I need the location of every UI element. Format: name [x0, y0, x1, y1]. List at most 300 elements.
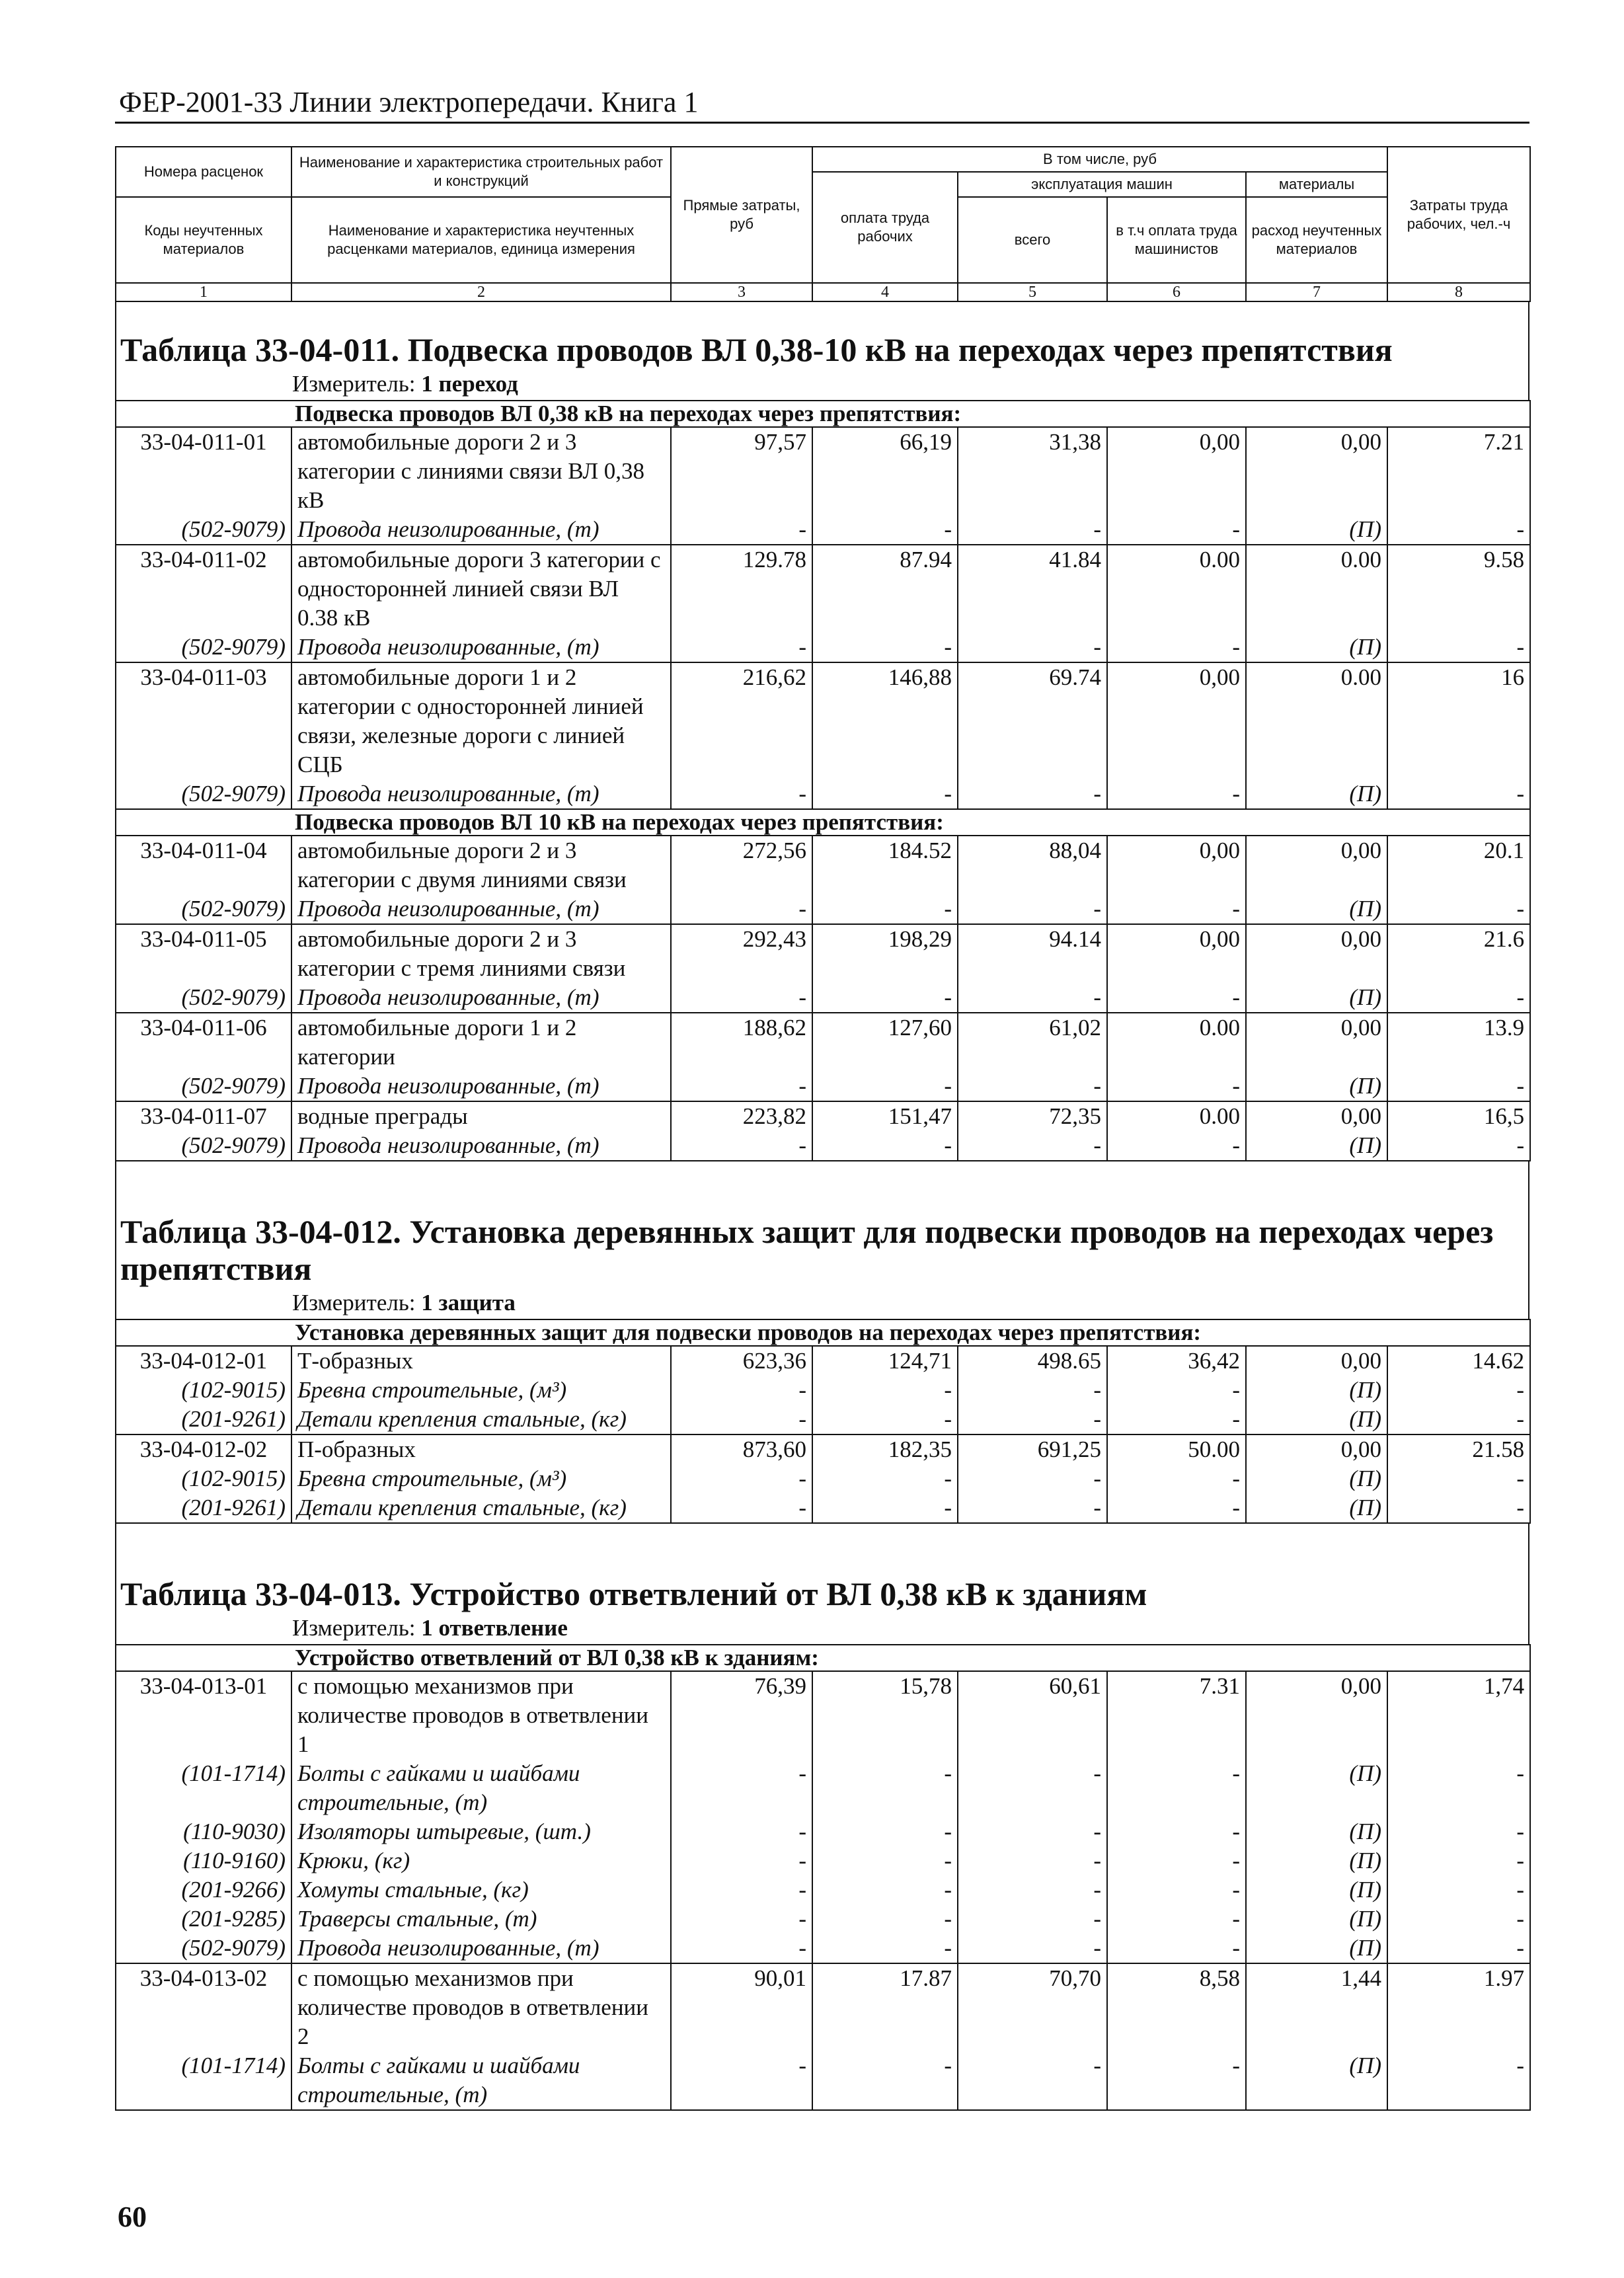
rate-row — [116, 545, 1530, 633]
rate-name: П-образных — [291, 1434, 671, 1464]
material-value-c4: - — [812, 1934, 958, 1963]
material-value-c4: - — [812, 1405, 958, 1434]
material-value-c4: - — [812, 983, 958, 1013]
material-consumption: (П) — [1246, 1905, 1387, 1934]
material-value-c6: - — [1107, 1846, 1246, 1875]
material-consumption: (П) — [1246, 1405, 1387, 1434]
material-row — [116, 515, 1530, 545]
material-code: (502-9079) — [116, 633, 291, 662]
material-value-c5: - — [958, 633, 1107, 662]
material-consumption: (П) — [1246, 894, 1387, 924]
material-consumption: (П) — [1246, 779, 1387, 809]
rate-table — [115, 1644, 1531, 2111]
material-row — [116, 1464, 1530, 1493]
rate-value-c8: 20.1 — [1387, 836, 1530, 894]
material-value-c5: - — [958, 1131, 1107, 1161]
rate-value-c4: 146,88 — [812, 662, 958, 779]
rate-code: 33-04-011-02 — [116, 545, 291, 633]
rate-value-c6: 0.00 — [1107, 1013, 1246, 1072]
material-value-c6: - — [1107, 515, 1246, 545]
header-materials: материалы — [1246, 172, 1387, 197]
rate-value-c6: 8,58 — [1107, 1963, 1246, 2051]
rate-value-c5: 41.84 — [958, 545, 1107, 633]
table-gap — [115, 1161, 1529, 1184]
material-code: (502-9079) — [116, 1072, 291, 1101]
rate-value-c6: 0,00 — [1107, 924, 1246, 983]
material-value-c4: - — [812, 894, 958, 924]
rate-name: водные преграды — [291, 1101, 671, 1131]
column-number: 2 — [291, 283, 671, 301]
material-labour: - — [1387, 894, 1530, 924]
material-value-c6: - — [1107, 779, 1246, 809]
column-number: 7 — [1246, 283, 1387, 301]
material-value-c5: - — [958, 1493, 1107, 1523]
material-code: (201-9261) — [116, 1493, 291, 1523]
rate-value-c4: 182,35 — [812, 1434, 958, 1464]
material-value-c6: - — [1107, 1934, 1246, 1963]
material-row — [116, 1759, 1530, 1817]
material-labour: - — [1387, 983, 1530, 1013]
material-row — [116, 1817, 1530, 1846]
material-value-c6: - — [1107, 1131, 1246, 1161]
material-value-c3: - — [671, 1072, 812, 1101]
section-title: Установка деревянных защит для подвески проводов на переходах через препятствия: — [116, 1319, 1530, 1346]
rate-value-c4: 198,29 — [812, 924, 958, 983]
material-value-c4: - — [812, 1905, 958, 1934]
rate-name: с помощью механизмов при количестве проводов в ответвлении 2 — [291, 1963, 671, 2051]
section-title: Подвеска проводов ВЛ 10 кВ на переходах через препятствия: — [116, 809, 1530, 836]
material-value-c3: - — [671, 633, 812, 662]
material-code: (502-9079) — [116, 983, 291, 1013]
material-labour: - — [1387, 1493, 1530, 1523]
table-gap — [115, 1524, 1529, 1546]
rate-value-c6: 0,00 — [1107, 427, 1246, 515]
material-value-c3: - — [671, 1759, 812, 1817]
material-labour: - — [1387, 1072, 1530, 1101]
column-number: 3 — [671, 283, 812, 301]
rate-value-c8: 16,5 — [1387, 1101, 1530, 1131]
material-consumption: (П) — [1246, 1131, 1387, 1161]
material-value-c6: - — [1107, 1376, 1246, 1405]
rate-value-c6: 0,00 — [1107, 662, 1246, 779]
rate-value-c4: 124,71 — [812, 1346, 958, 1376]
material-value-c4: - — [812, 1817, 958, 1846]
rate-value-c3: 292,43 — [671, 924, 812, 983]
rate-row — [116, 924, 1530, 983]
material-value-c5: - — [958, 894, 1107, 924]
material-labour: - — [1387, 1131, 1530, 1161]
material-value-c6: - — [1107, 894, 1246, 924]
material-value-c3: - — [671, 2051, 812, 2110]
column-number: 5 — [958, 283, 1107, 301]
rate-name: Т-образных — [291, 1346, 671, 1376]
measure-label: Измеритель: — [292, 1290, 416, 1316]
material-consumption: (П) — [1246, 1846, 1387, 1875]
rate-value-c8: 21.6 — [1387, 924, 1530, 983]
rate-value-c3: 873,60 — [671, 1434, 812, 1464]
material-name: Провода неизолированные, (т) — [291, 779, 671, 809]
material-consumption: (П) — [1246, 983, 1387, 1013]
material-name: Болты с гайками и шайбами строительные, (т) — [291, 2051, 671, 2110]
rate-value-c5: 69.74 — [958, 662, 1107, 779]
material-labour: - — [1387, 515, 1530, 545]
material-value-c4: - — [812, 2051, 958, 2110]
rate-table — [115, 1319, 1531, 1524]
material-value-c4: - — [812, 515, 958, 545]
material-value-c5: - — [958, 1846, 1107, 1875]
rate-value-c7: 0.00 — [1246, 545, 1387, 633]
material-row — [116, 1376, 1530, 1405]
rate-code: 33-04-013-02 — [116, 1963, 291, 2051]
rate-row — [116, 836, 1530, 894]
rate-code: 33-04-012-01 — [116, 1346, 291, 1376]
material-name: Хомуты стальные, (кг) — [291, 1875, 671, 1905]
header-labour-costs: Затраты труда рабочих, чел.-ч — [1387, 147, 1530, 283]
material-row — [116, 983, 1530, 1013]
material-value-c3: - — [671, 1875, 812, 1905]
material-row — [116, 1875, 1530, 1905]
measure-value: 1 ответвление — [421, 1615, 568, 1641]
material-consumption: (П) — [1246, 515, 1387, 545]
material-code: (502-9079) — [116, 779, 291, 809]
material-consumption: (П) — [1246, 633, 1387, 662]
column-header-table — [115, 146, 1531, 302]
material-value-c4: - — [812, 1072, 958, 1101]
column-number: 6 — [1107, 283, 1246, 301]
section-row — [116, 1645, 1530, 1671]
material-labour: - — [1387, 1905, 1530, 1934]
table-title-block — [115, 1184, 1529, 1287]
material-value-c3: - — [671, 1905, 812, 1934]
rate-code: 33-04-011-06 — [116, 1013, 291, 1072]
material-value-c3: - — [671, 1846, 812, 1875]
header-rate-numbers: Номера расценок — [116, 147, 291, 197]
material-value-c3: - — [671, 983, 812, 1013]
section-row — [116, 809, 1530, 836]
material-code: (502-9079) — [116, 894, 291, 924]
material-code: (110-9030) — [116, 1817, 291, 1846]
material-name: Провода неизолированные, (т) — [291, 515, 671, 545]
material-code: (102-9015) — [116, 1464, 291, 1493]
rate-value-c6: 0.00 — [1107, 545, 1246, 633]
material-value-c6: - — [1107, 983, 1246, 1013]
material-value-c5: - — [958, 1405, 1107, 1434]
rate-code: 33-04-011-05 — [116, 924, 291, 983]
section-title: Устройство ответвлений от ВЛ 0,38 кВ к зданиям: — [116, 1645, 1530, 1671]
material-value-c6: - — [1107, 633, 1246, 662]
material-value-c5: - — [958, 1464, 1107, 1493]
section-row — [116, 401, 1530, 427]
material-value-c6: - — [1107, 1072, 1246, 1101]
material-value-c3: - — [671, 1131, 812, 1161]
material-row — [116, 1405, 1530, 1434]
header-including: В том числе, руб — [812, 147, 1387, 172]
rate-value-c5: 88,04 — [958, 836, 1107, 894]
rate-value-c4: 184.52 — [812, 836, 958, 894]
rate-row — [116, 1013, 1530, 1072]
header-direct-costs: Прямые затраты, руб — [671, 147, 812, 283]
measure-value: 1 защита — [421, 1290, 516, 1316]
rate-value-c7: 0.00 — [1246, 662, 1387, 779]
rate-code: 33-04-012-02 — [116, 1434, 291, 1464]
rate-code: 33-04-013-01 — [116, 1671, 291, 1759]
table-title: Таблица 33-04-013. Устройство ответвлений от ВЛ 0,38 кВ к зданиям — [120, 1575, 1147, 1612]
material-row — [116, 1934, 1530, 1963]
material-name: Бревна строительные, (м³) — [291, 1376, 671, 1405]
material-row — [116, 1846, 1530, 1875]
rate-value-c4: 151,47 — [812, 1101, 958, 1131]
material-value-c5: - — [958, 1759, 1107, 1817]
material-labour: - — [1387, 1405, 1530, 1434]
rate-value-c7: 0,00 — [1246, 1013, 1387, 1072]
material-consumption: (П) — [1246, 1875, 1387, 1905]
rate-tables — [115, 302, 1529, 2111]
table-title: Таблица 33-04-012. Установка деревянных защит для подвески проводов на переходах через препятствия — [120, 1213, 1494, 1287]
material-name: Провода неизолированные, (т) — [291, 983, 671, 1013]
material-value-c6: - — [1107, 1905, 1246, 1934]
material-value-c4: - — [812, 1846, 958, 1875]
material-code: (110-9160) — [116, 1846, 291, 1875]
material-value-c6: - — [1107, 1875, 1246, 1905]
material-value-c5: - — [958, 1875, 1107, 1905]
rate-value-c6: 0.00 — [1107, 1101, 1246, 1131]
material-name: Болты с гайками и шайбами строительные, (т) — [291, 1759, 671, 1817]
rate-value-c8: 1,74 — [1387, 1671, 1530, 1759]
rate-value-c7: 0,00 — [1246, 1434, 1387, 1464]
rate-name: автомобильные дороги 1 и 2 категории — [291, 1013, 671, 1072]
header-work-name: Наименование и характеристика строительных работ и конструкций — [291, 147, 671, 197]
rate-name: автомобильные дороги 1 и 2 категории с односторонней линией связи, железные дороги с линией СЦБ — [291, 662, 671, 779]
material-value-c5: - — [958, 983, 1107, 1013]
material-code: (201-9261) — [116, 1405, 291, 1434]
rate-value-c4: 66,19 — [812, 427, 958, 515]
material-code: (502-9079) — [116, 1131, 291, 1161]
header-machine-total: всего — [958, 197, 1107, 283]
material-value-c5: - — [958, 2051, 1107, 2110]
material-value-c4: - — [812, 633, 958, 662]
measure-label: Измеритель: — [292, 1615, 416, 1641]
material-name: Провода неизолированные, (т) — [291, 1072, 671, 1101]
rate-value-c7: 1,44 — [1246, 1963, 1387, 2051]
material-value-c3: - — [671, 1405, 812, 1434]
rate-value-c3: 97,57 — [671, 427, 812, 515]
rate-code: 33-04-011-03 — [116, 662, 291, 779]
header-unaccounted-codes: Коды неучтенных материалов — [116, 197, 291, 283]
material-value-c3: - — [671, 779, 812, 809]
material-value-c6: - — [1107, 1493, 1246, 1523]
material-row — [116, 1493, 1530, 1523]
document-page — [115, 85, 1529, 2111]
measure-unit — [115, 1612, 1529, 1644]
material-labour: - — [1387, 779, 1530, 809]
material-code: (502-9079) — [116, 515, 291, 545]
material-row — [116, 633, 1530, 662]
material-value-c3: - — [671, 1376, 812, 1405]
rate-value-c3: 90,01 — [671, 1963, 812, 2051]
rate-value-c8: 1.97 — [1387, 1963, 1530, 2051]
rate-value-c6: 0,00 — [1107, 836, 1246, 894]
rate-value-c7: 0,00 — [1246, 1101, 1387, 1131]
material-value-c4: - — [812, 1759, 958, 1817]
material-name: Провода неизолированные, (т) — [291, 894, 671, 924]
material-labour: - — [1387, 1376, 1530, 1405]
material-value-c5: - — [958, 779, 1107, 809]
rate-value-c5: 70,70 — [958, 1963, 1107, 2051]
material-code: (102-9015) — [116, 1376, 291, 1405]
rate-name: с помощью механизмов при количестве проводов в ответвлении 1 — [291, 1671, 671, 1759]
material-value-c3: - — [671, 515, 812, 545]
rate-value-c7: 0,00 — [1246, 1346, 1387, 1376]
rate-value-c4: 17.87 — [812, 1963, 958, 2051]
material-row — [116, 1131, 1530, 1161]
rate-value-c5: 61,02 — [958, 1013, 1107, 1072]
rate-value-c8: 7.21 — [1387, 427, 1530, 515]
material-value-c6: - — [1107, 1405, 1246, 1434]
rate-value-c3: 623,36 — [671, 1346, 812, 1376]
material-code: (502-9079) — [116, 1934, 291, 1963]
rate-row — [116, 1434, 1530, 1464]
material-value-c5: - — [958, 515, 1107, 545]
table-title-block — [115, 1546, 1529, 1612]
material-value-c5: - — [958, 1934, 1107, 1963]
material-value-c5: - — [958, 1817, 1107, 1846]
table-title-block — [115, 302, 1529, 368]
material-code: (101-1714) — [116, 1759, 291, 1817]
material-labour: - — [1387, 633, 1530, 662]
rate-value-c8: 21.58 — [1387, 1434, 1530, 1464]
rate-value-c4: 15,78 — [812, 1671, 958, 1759]
rate-value-c6: 7.31 — [1107, 1671, 1246, 1759]
material-consumption: (П) — [1246, 1464, 1387, 1493]
material-row — [116, 2051, 1530, 2110]
rate-value-c8: 14.62 — [1387, 1346, 1530, 1376]
rate-value-c4: 127,60 — [812, 1013, 958, 1072]
material-value-c6: - — [1107, 1759, 1246, 1817]
material-value-c4: - — [812, 1464, 958, 1493]
material-consumption: (П) — [1246, 1934, 1387, 1963]
material-value-c3: - — [671, 1464, 812, 1493]
rate-name: автомобильные дороги 2 и 3 категории с линиями связи ВЛ 0,38 кВ — [291, 427, 671, 515]
rate-code: 33-04-011-04 — [116, 836, 291, 894]
material-value-c5: - — [958, 1072, 1107, 1101]
material-value-c4: - — [812, 1131, 958, 1161]
material-value-c4: - — [812, 1493, 958, 1523]
column-number: 8 — [1387, 283, 1530, 301]
rate-value-c5: 72,35 — [958, 1101, 1107, 1131]
material-value-c5: - — [958, 1376, 1107, 1405]
running-head: ФЕР-2001-33 Линии электропередачи. Книга 1 — [115, 85, 1529, 124]
material-labour: - — [1387, 1934, 1530, 1963]
material-value-c3: - — [671, 1934, 812, 1963]
header-machine-operation: эксплуатация машин — [958, 172, 1246, 197]
page-number: 60 — [118, 2201, 147, 2233]
rate-name: автомобильные дороги 2 и 3 категории с тремя линиями связи — [291, 924, 671, 983]
rate-value-c3: 272,56 — [671, 836, 812, 894]
header-worker-pay: оплата труда рабочих — [812, 172, 958, 283]
material-value-c3: - — [671, 1817, 812, 1846]
material-row — [116, 1072, 1530, 1101]
rate-name: автомобильные дороги 2 и 3 категории с двумя линиями связи — [291, 836, 671, 894]
rate-table — [115, 400, 1531, 1161]
material-name: Детали крепления стальные, (кг) — [291, 1405, 671, 1434]
measure-value: 1 переход — [421, 371, 518, 397]
measure-unit — [115, 1287, 1529, 1319]
rate-value-c7: 0,00 — [1246, 1671, 1387, 1759]
material-name: Провода неизолированные, (т) — [291, 1934, 671, 1963]
material-consumption: (П) — [1246, 1759, 1387, 1817]
rate-row — [116, 1346, 1530, 1376]
rate-code: 33-04-011-01 — [116, 427, 291, 515]
rate-row — [116, 1963, 1530, 2051]
rate-value-c3: 76,39 — [671, 1671, 812, 1759]
rate-value-c8: 16 — [1387, 662, 1530, 779]
rate-row — [116, 662, 1530, 779]
header-operator-pay: в т.ч оплата труда машинистов — [1107, 197, 1246, 283]
material-value-c6: - — [1107, 2051, 1246, 2110]
material-value-c4: - — [812, 779, 958, 809]
material-value-c5: - — [958, 1905, 1107, 1934]
column-number: 1 — [116, 283, 291, 301]
header-unaccounted-materials: Наименование и характеристика неучтенных расценками материалов, единица измерения — [291, 197, 671, 283]
rate-value-c5: 691,25 — [958, 1434, 1107, 1464]
material-name: Провода неизолированные, (т) — [291, 1131, 671, 1161]
material-consumption: (П) — [1246, 2051, 1387, 2110]
rate-row — [116, 1101, 1530, 1131]
column-number: 4 — [812, 283, 958, 301]
rate-value-c8: 13.9 — [1387, 1013, 1530, 1072]
material-code: (201-9266) — [116, 1875, 291, 1905]
rate-value-c4: 87.94 — [812, 545, 958, 633]
material-value-c4: - — [812, 1875, 958, 1905]
rate-name: автомобильные дороги 3 категории с односторонней линией связи ВЛ 0.38 кВ — [291, 545, 671, 633]
rate-value-c3: 188,62 — [671, 1013, 812, 1072]
material-value-c4: - — [812, 1376, 958, 1405]
rate-value-c3: 223,82 — [671, 1101, 812, 1131]
measure-unit — [115, 368, 1529, 400]
rate-value-c5: 60,61 — [958, 1671, 1107, 1759]
rate-value-c7: 0,00 — [1246, 836, 1387, 894]
material-value-c6: - — [1107, 1817, 1246, 1846]
material-labour: - — [1387, 2051, 1530, 2110]
header-material-consumption: расход неучтенных материалов — [1246, 197, 1387, 283]
material-code: (101-1714) — [116, 2051, 291, 2110]
material-row — [116, 779, 1530, 809]
material-value-c6: - — [1107, 1464, 1246, 1493]
material-labour: - — [1387, 1759, 1530, 1817]
material-row — [116, 1905, 1530, 1934]
material-consumption: (П) — [1246, 1493, 1387, 1523]
rate-value-c6: 50.00 — [1107, 1434, 1246, 1464]
material-value-c3: - — [671, 1493, 812, 1523]
material-name: Провода неизолированные, (т) — [291, 633, 671, 662]
rate-value-c5: 498.65 — [958, 1346, 1107, 1376]
material-name: Бревна строительные, (м³) — [291, 1464, 671, 1493]
table-title: Таблица 33-04-011. Подвеска проводов ВЛ 0,38-10 кВ на переходах через препятствия — [120, 331, 1393, 368]
rate-value-c3: 216,62 — [671, 662, 812, 779]
rate-value-c5: 31,38 — [958, 427, 1107, 515]
rate-row — [116, 427, 1530, 515]
rate-value-c8: 9.58 — [1387, 545, 1530, 633]
material-labour: - — [1387, 1875, 1530, 1905]
section-title: Подвеска проводов ВЛ 0,38 кВ на переходах через препятствия: — [116, 401, 1530, 427]
material-labour: - — [1387, 1846, 1530, 1875]
material-consumption: (П) — [1246, 1376, 1387, 1405]
rate-value-c3: 129.78 — [671, 545, 812, 633]
rate-value-c6: 36,42 — [1107, 1346, 1246, 1376]
rate-code: 33-04-011-07 — [116, 1101, 291, 1131]
rate-value-c5: 94.14 — [958, 924, 1107, 983]
material-name: Детали крепления стальные, (кг) — [291, 1493, 671, 1523]
